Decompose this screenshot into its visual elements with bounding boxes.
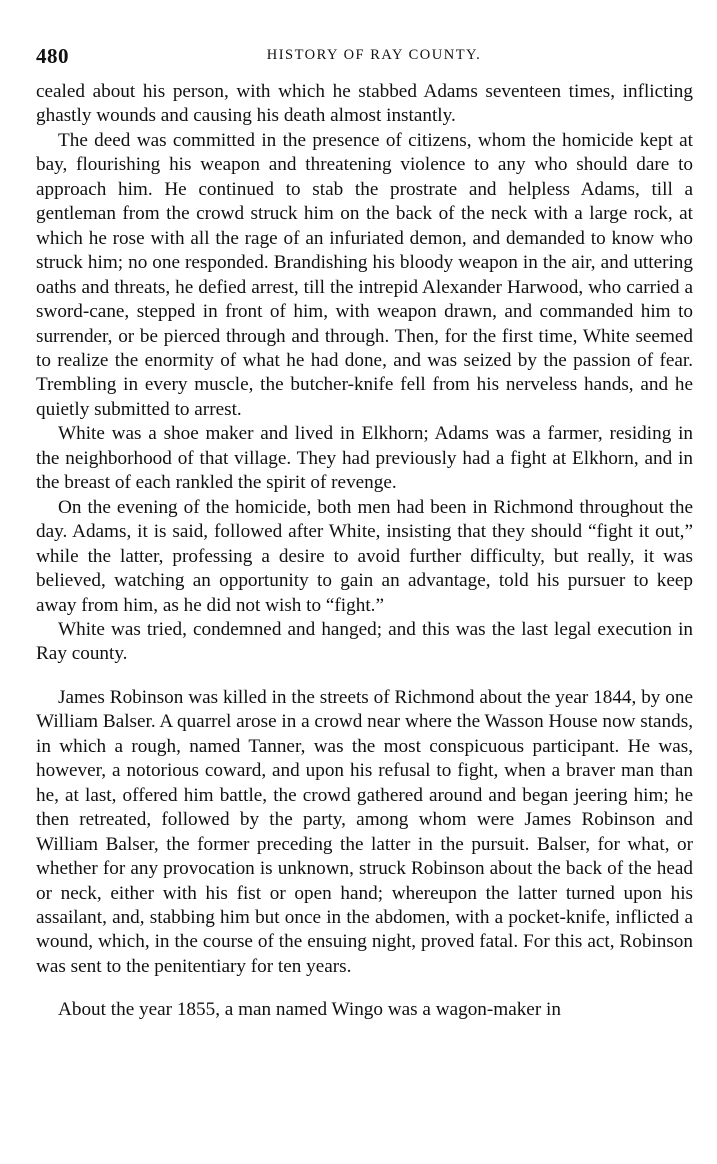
paragraph: About the year 1855, a man named Wingo was a wagon-maker in xyxy=(58,999,561,1021)
paragraph: cealed about his person, with which he stabbed Adams seventeen times, inflicting ghastly wounds and causing his death almost instantly. xyxy=(36,81,693,127)
paragraph: The deed was committed in the presence of citizens, whom the homicide kept at bay, flourishing his weapon and threatening violence to any who should dare to approach him. He continued to stab the prostrate and helpless Adams, till a gentleman from the crowd struck him on the back of the neck with a large rock, at which he rose with all the rage of an infuriated demon, and demanded to know who struck him; no one responded. Brandishing his bloody weapon in the air, and uttering oaths and threats, he defied arrest, till the intrepid Alexander Harwood, who carried a sword-cane, stepped in front of him, with weapon drawn, and commanded him to surrender, or be pierced through and through. Then, for the first time, White seemed to realize the enormity of what he had done, and was seized by the passion of fear. Trembling in every muscle, the butcher-knife fell from his nerveless hands, and he quietly submitted to arrest. xyxy=(36,129,693,420)
page-number: 480 xyxy=(36,44,69,68)
paragraph: White was a shoe maker and lived in Elkhorn; Adams was a farmer, residing in the neighborhood of that village. They had previously had a fight at Elkhorn, and in the breast of each rankled the spirit of revenge. xyxy=(36,423,693,494)
paragraph: White was tried, condemned and hanged; and this was the last legal execution in Ray county. xyxy=(36,618,693,665)
page-body xyxy=(36,80,693,1023)
running-title: HISTORY OF RAY COUNTY. xyxy=(266,47,482,63)
paragraph: On the evening of the homicide, both men had been in Richmond throughout the day. Adams, it is said, followed after White, insisting that they should “fight it out,” while the latter, professing a desire to avoid further difficulty, but really, it was believed, watching an opportunity to gain an advantage, told his pursuer to keep away from him, as he did not wish to “fight.” xyxy=(36,496,693,616)
paragraph: James Robinson was killed in the streets of Richmond about the year 1844, by one William Balser. A quarrel arose in a crowd near where the Wasson House now stands, in which a rough, named Tanner, was the most conspicuous participant. He was, however, a notorious coward, and upon his refusal to fight, when a braver man than he, at last, offered him battle, the crowd gathered around and began jeering him; he then retreated, followed by the party, among whom were James Robinson and William Balser, the former preceding the latter in the pursuit. Balser, for what, or whether for any provocation is unknown, struck Robinson about the back of the head or neck, either with his fist or open hand; whereupon the latter turned upon his assailant, and, stabbing him but once in the abdomen, with a pocket-knife, inflicted a wound, which, in the course of the ensuing night, proved fatal. For this act, Robinson was sent to the penitentiary for ten years. xyxy=(36,686,693,977)
page-header xyxy=(36,44,694,68)
